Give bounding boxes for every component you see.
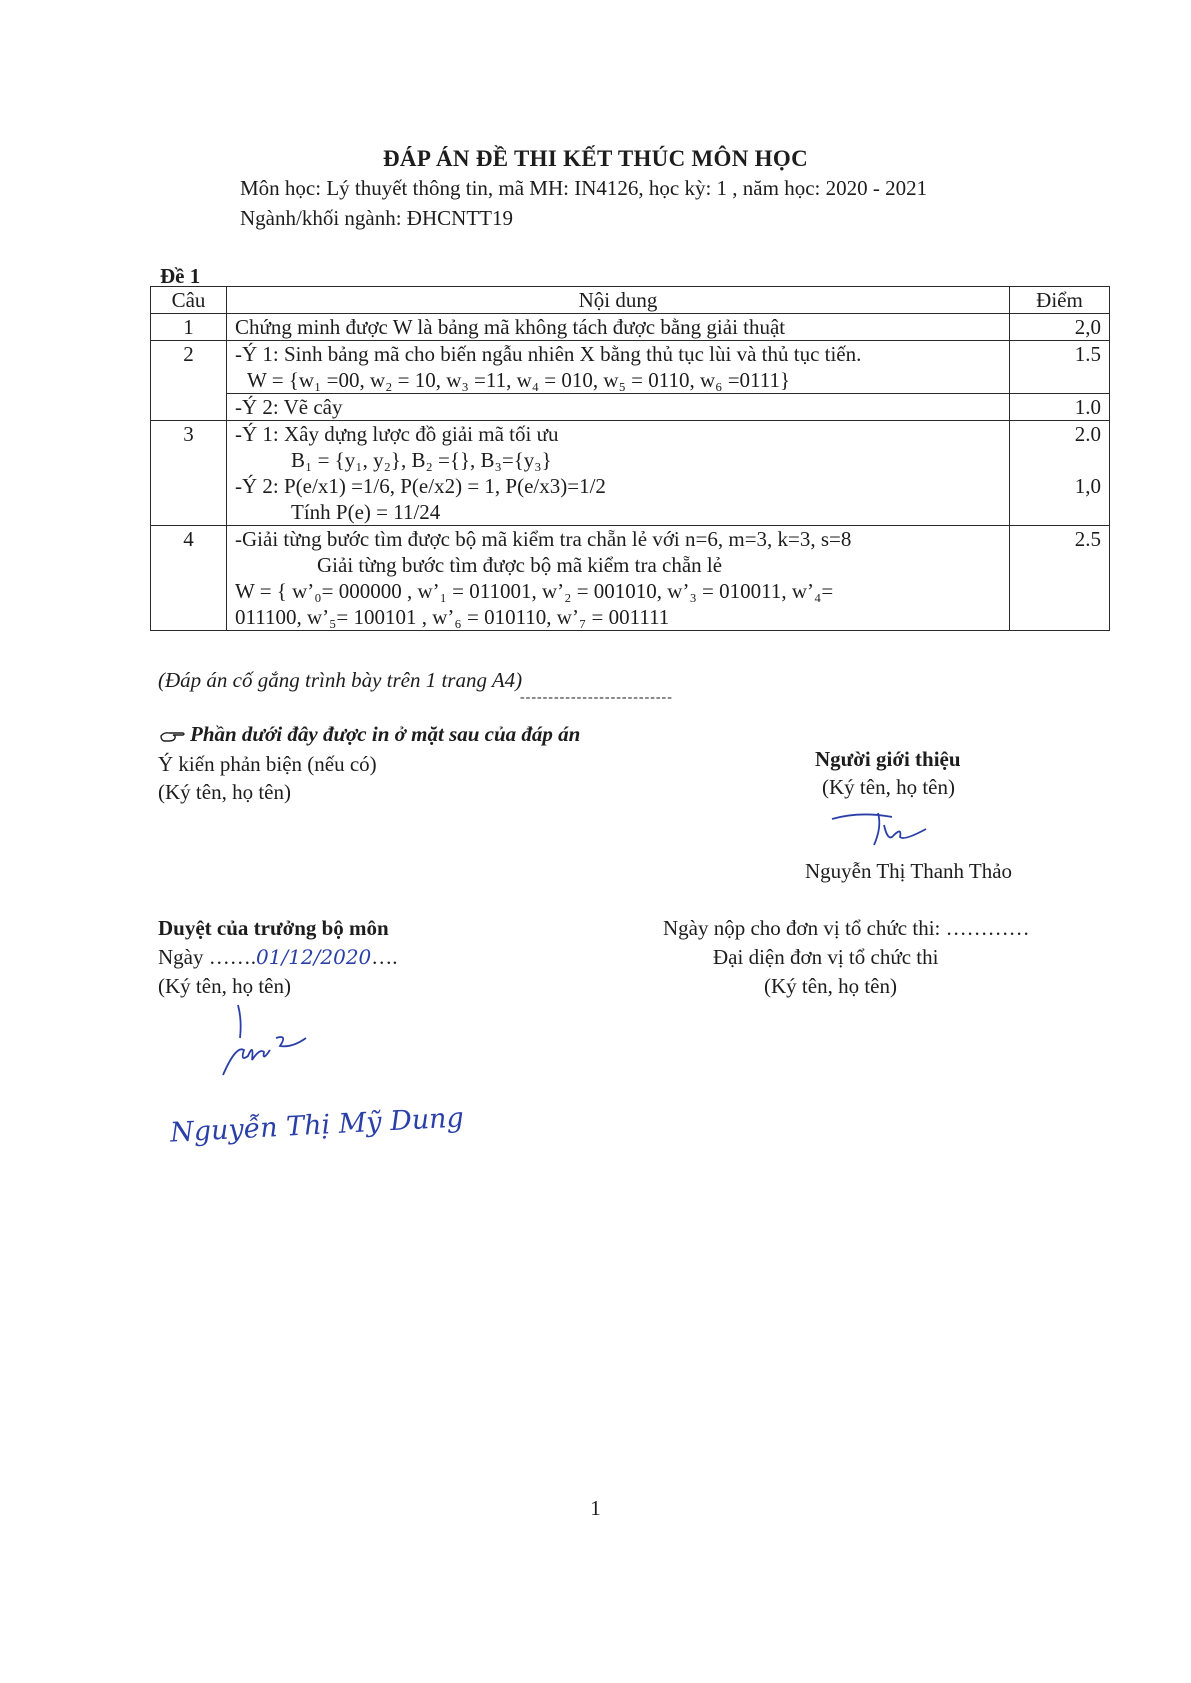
content-line: 011100, w’₅= 100101 , w’₆ = 010110, w’₇ = 001111 [235,605,670,629]
header-content: Nội dung [227,287,1010,314]
date-suffix: …. [371,945,398,969]
points-value: 1.0 [1074,395,1101,419]
question-number: 1 [151,314,227,341]
exam-label: Đề 1 [160,264,201,288]
table-row [151,341,1110,394]
subject-line: Môn học: Lý thuyết thông tin, mã MH: IN4126, học kỳ: 1 , năm học: 2020 - 2021 [240,176,928,200]
handwritten-date: 01/12/2020 [256,945,372,969]
content-line: -Ý 1: Xây dựng lược đồ giải mã tối ưu [235,422,559,446]
points-value: 2.5 [1074,527,1101,551]
points-value: 1,0 [1074,474,1101,498]
table-row [151,314,1110,341]
content-line: -Ý 2: Vẽ cây [235,395,343,419]
content-line: -Ý 1: Sinh bảng mã cho biến ngẫu nhiên X bằng thủ tục lùi và thủ tục tiến. [235,342,862,366]
introducer-signature [830,805,960,855]
answer-content [227,394,1010,421]
layout-note: (Đáp án cố gắng trình bày trên 1 trang A4) [158,668,523,692]
content-line: W = { w’₀= 000000 , w’₁ = 011001, w’₂ = 001010, w’₃ = 010011, w’₄= [235,579,834,603]
handwritten-approver-name: Nguyễn Thị Mỹ Dung [169,1102,465,1149]
back-side-text: Phần dưới đây được in ở mặt sau của đáp án [190,722,581,746]
page-number: 1 [590,1496,601,1520]
content-line: B₁ = {y₁, y₂}, B₂ ={}, B₃={y₃} [291,448,552,472]
points-cell [1010,394,1110,421]
header-question: Câu [151,287,227,314]
table-row [151,394,1110,421]
points-cell [1010,341,1110,394]
answer-content [227,421,1010,526]
separator-dashes: --------------------------- [520,690,673,705]
document-title: ĐÁP ÁN ĐỀ THI KẾT THÚC MÔN HỌC [383,146,808,171]
approval-signature [218,1000,328,1085]
answer-content [227,526,1010,631]
approval-date [158,945,398,970]
points-cell [1010,421,1110,526]
points-value: 2,0 [1074,315,1101,339]
answer-table [150,286,1110,631]
question-number: 2 [151,341,227,421]
answer-content [227,314,1010,341]
date-prefix: Ngày ……. [158,945,256,969]
introducer-name: Nguyễn Thị Thanh Thảo [805,859,1013,883]
points-value: 1.5 [1074,342,1101,366]
approval-heading: Duyệt của trưởng bộ môn [158,916,389,940]
review-sign-label: (Ký tên, họ tên) [158,780,291,804]
content-line: Giải từng bước tìm được bộ mã kiểm tra chẵn lẻ [317,553,723,577]
table-row [151,526,1110,631]
submission-sign-label: (Ký tên, họ tên) [764,974,897,998]
points-cell [1010,314,1110,341]
pointing-hand-icon [160,729,186,743]
header-points: Điểm [1010,287,1110,314]
points-value: 2.0 [1074,422,1101,446]
points-value [1018,447,1101,473]
question-number: 4 [151,526,227,631]
question-number: 3 [151,421,227,526]
submission-representative: Đại diện đơn vị tổ chức thi [713,945,939,969]
review-opinion: Ý kiến phản biện (nếu có) [158,752,377,776]
content-line: W = {w₁ =00, w₂ = 10, w₃ =11, w₄ = 010, w₅ = 0110, w₆ =0111} [247,368,791,392]
content-line: -Ý 2: P(e/x1) =1/6, P(e/x2) = 1, P(e/x3)=1/2 [235,474,606,498]
table-header-row [151,287,1110,314]
answer-content [227,341,1010,394]
back-side-heading [160,722,580,747]
major-line: Ngành/khối ngành: ĐHCNTT19 [240,206,513,230]
approval-sign-label: (Ký tên, họ tên) [158,974,291,998]
submission-date-line: Ngày nộp cho đơn vị tổ chức thi: ………… [663,916,1030,940]
content-line: -Giải từng bước tìm được bộ mã kiểm tra chẵn lẻ với n=6, m=3, k=3, s=8 [235,527,852,551]
introducer-sign-label: (Ký tên, họ tên) [822,775,955,799]
points-cell [1010,526,1110,631]
content-line: Chứng minh được W là bảng mã không tách được bằng giải thuật [235,315,786,339]
table-row [151,421,1110,526]
introducer-heading: Người giới thiệu [815,747,961,771]
content-line: Tính P(e) = 11/24 [291,500,441,524]
